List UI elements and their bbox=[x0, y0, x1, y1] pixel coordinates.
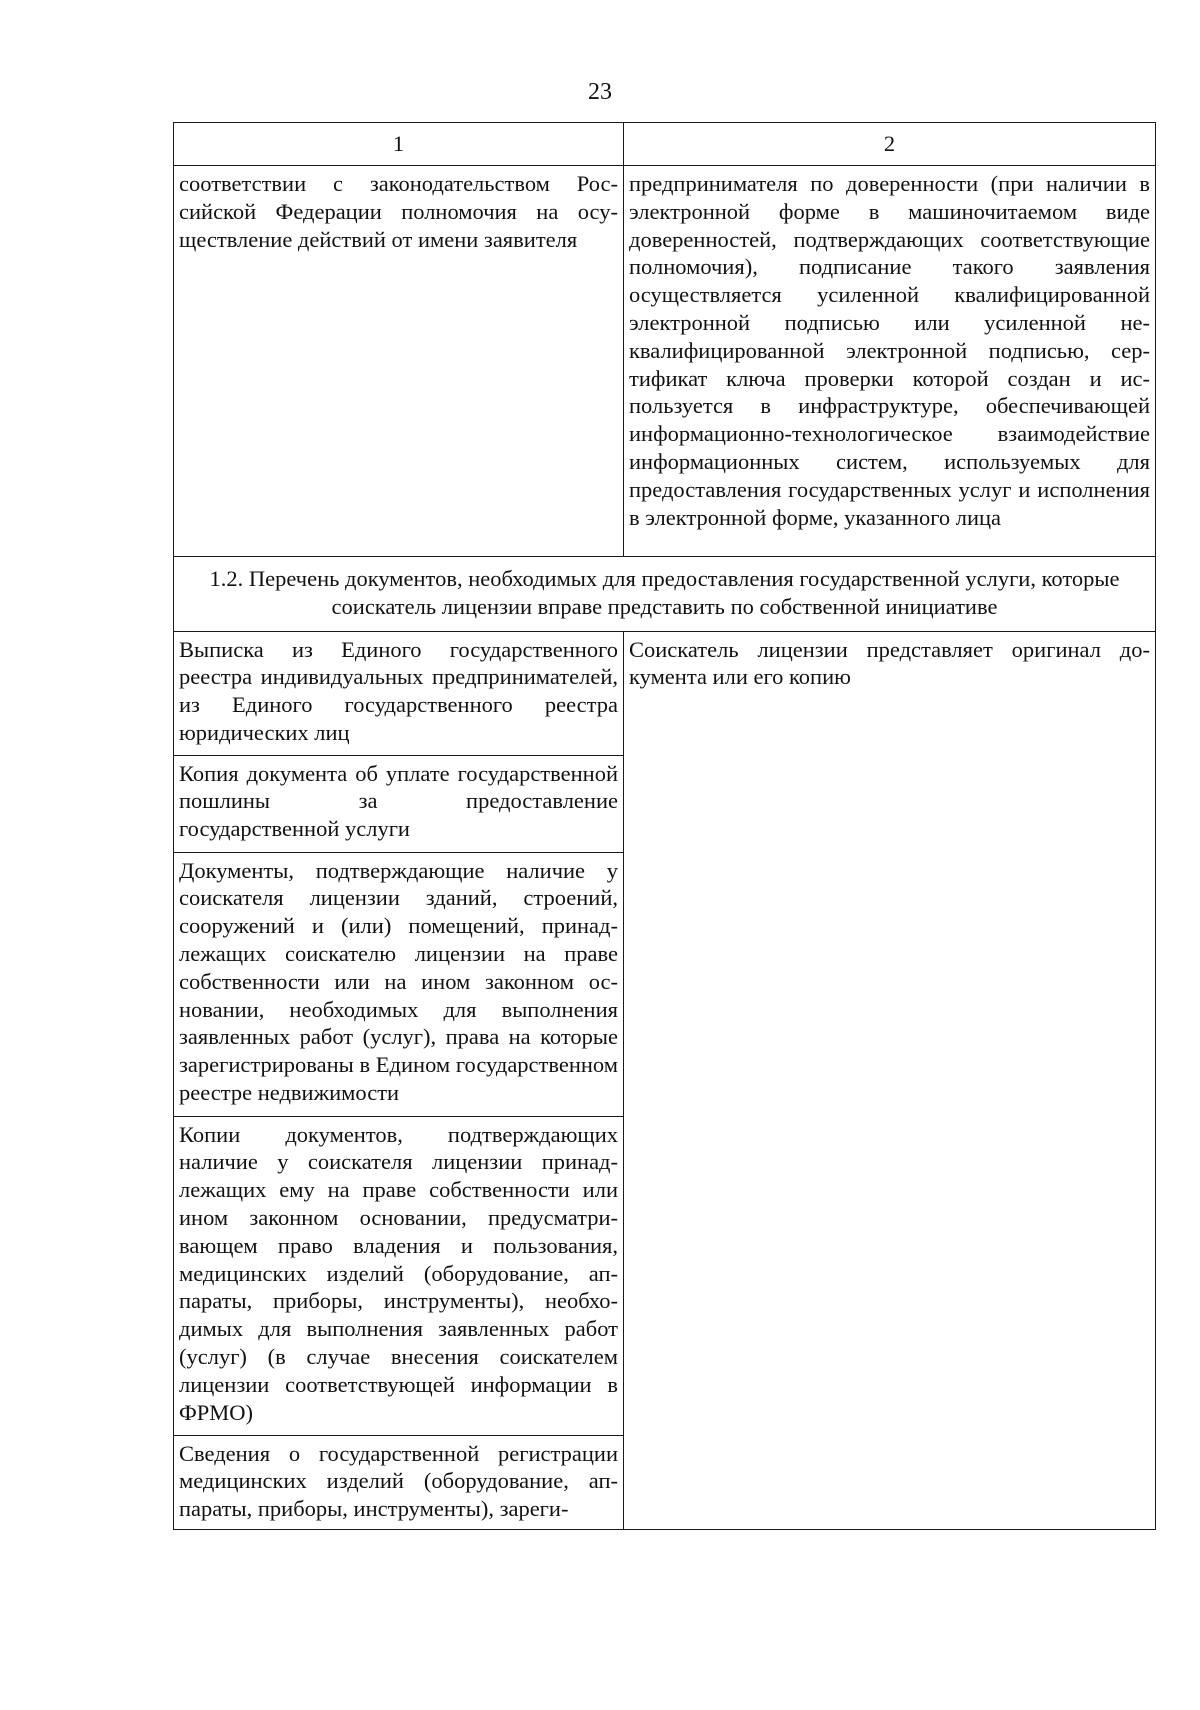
column-header-1: 1 bbox=[174, 123, 624, 166]
table-row bbox=[174, 631, 1156, 755]
page-number: 23 bbox=[588, 79, 612, 105]
table-cell-left: соответствии с законодательством Российской Федерации полномочия на осуществление действий от имени заявителя bbox=[174, 166, 624, 557]
table-cell-left: Документы, подтверждающие наличие у соискателя лицензии зданий, строений, сооружений и (или) помещений, принадлежащих соискателю лицензии на праве собственности или на ином законном основании, необходимых для выполнения заявленных работ (услуг), права на которые зарегистрированы в Едином государственном реестре недвижимости bbox=[174, 852, 624, 1116]
table-cell-left: Копия документа об уплате государственной пошлины за предоставление государственной услуги bbox=[174, 755, 624, 852]
column-header-2: 2 bbox=[624, 123, 1156, 166]
merged-right-cell: Соискатель лицензии представляет оригинал документа или его копию bbox=[624, 631, 1156, 1529]
documents-table bbox=[173, 122, 1156, 1530]
table-cell-left: Копии документов, подтверждающих наличие у соискателя лицензии принадлежащих ему на праве собственности или ином законном основании, предусматривающем право владения и пользования, медицинских изделий (оборудование, аппараты, приборы, инструменты), необходимых для выполнения заявленных работ (услуг) (в случае внесения соискателем лицензии соответствующей информации в ФРМО) bbox=[174, 1116, 624, 1435]
table-cell-right: предпринимателя по доверенности (при наличии в электронной форме в машиночитаемом виде доверенностей, подтверждающих соответствующие полномочия), подписание такого заявления осуществляется усиленной квалифицированной электронной подписью или усиленной неквалифицированной электронной подписью, сертификат ключа проверки которой создан и используется в инфраструктуре, обеспечивающей информационно-технологическое взаимодействие информационных систем, используемых для предоставления государственных услуг и исполнения в электронной форме, указанного лица bbox=[624, 166, 1156, 557]
table-cell-left: Выписка из Единого государственного реестра индивидуальных предпринимателей, из Единого государственного реестра юридических лиц bbox=[174, 631, 624, 755]
table-cell-left: Сведения о государственной регистрации медицинских изделий (оборудование, аппараты, приборы, инструменты), зареги- bbox=[174, 1435, 624, 1529]
section-heading-row bbox=[174, 557, 1156, 632]
section-heading: 1.2. Перечень документов, необходимых для предоставления государственной услуги, которые соискатель лицензии вправе представить по собственной инициативе bbox=[174, 557, 1156, 632]
table-row bbox=[174, 166, 1156, 557]
table-header-row bbox=[174, 123, 1156, 166]
